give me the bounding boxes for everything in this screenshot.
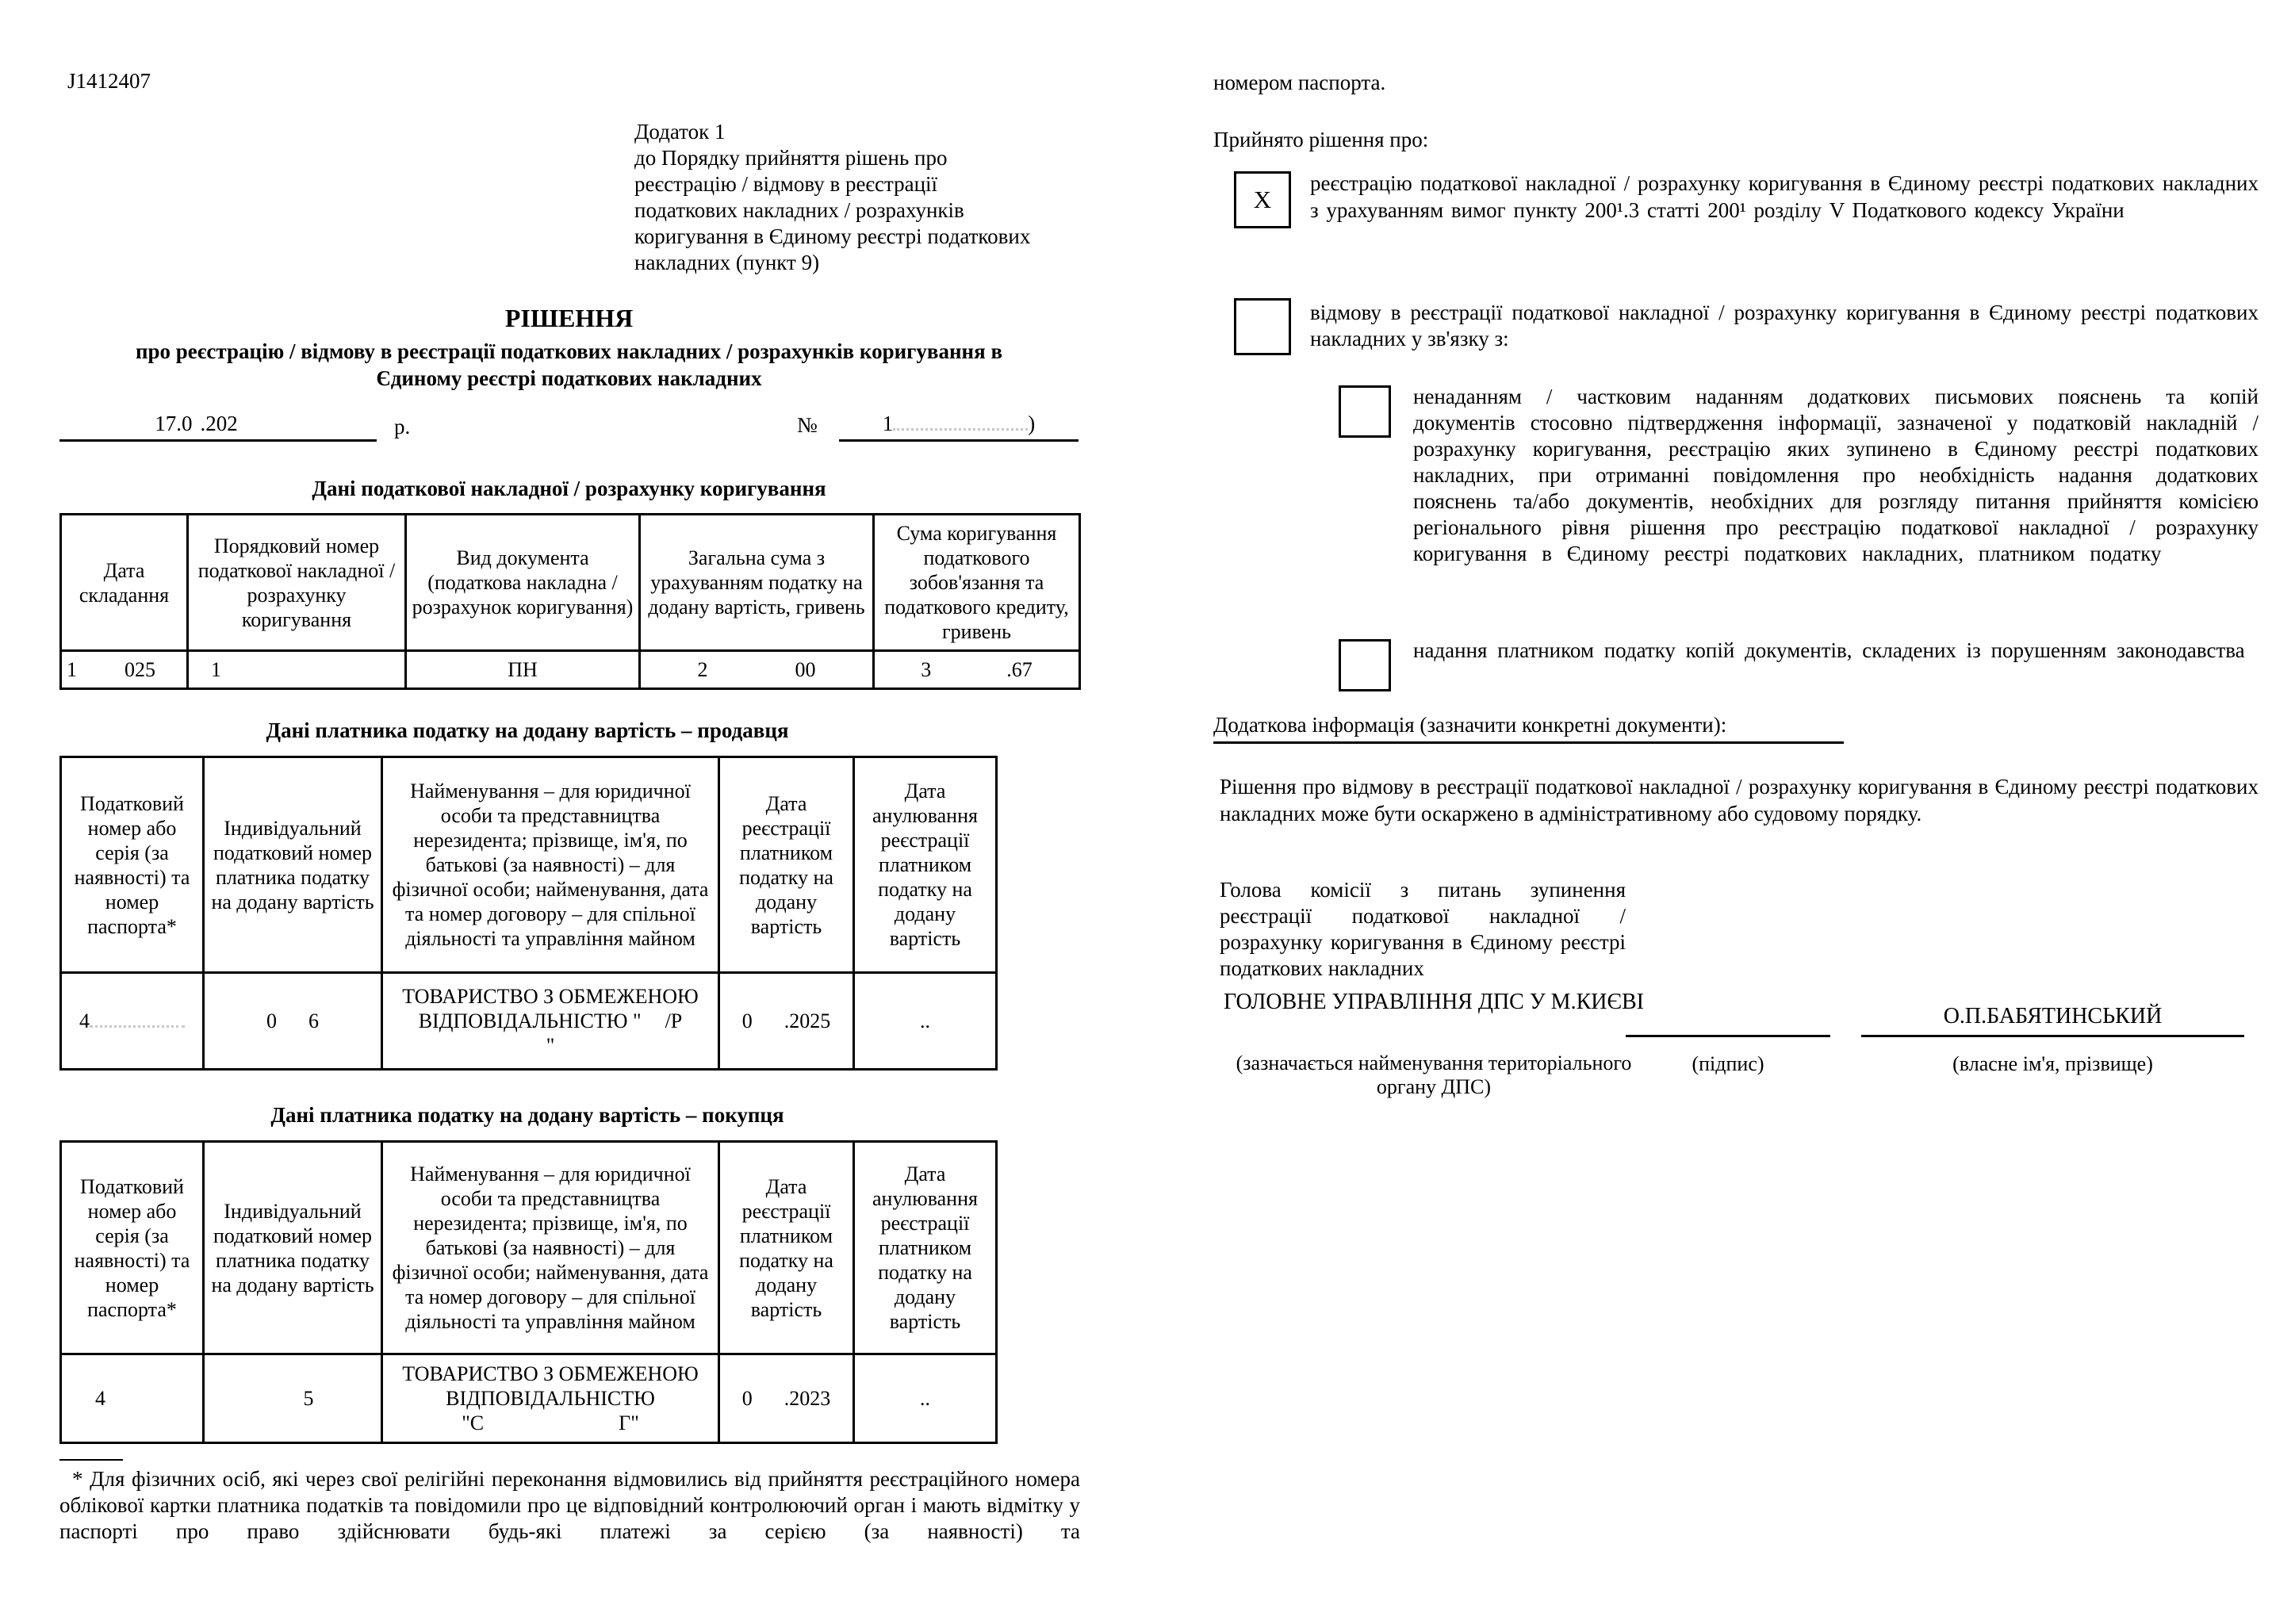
additional-info-label: Додаткова інформація (зазначити конкретні документи): <box>1213 713 1727 737</box>
invoice-adjustment-start: 3 <box>921 658 932 681</box>
redacted-area <box>238 412 282 431</box>
document-subtitle-line2: Єдиному реєстрі податкових накладних <box>376 366 762 390</box>
redacted-area <box>90 1009 185 1028</box>
seller-name-line1: ТОВАРИСТВО З ОБМЕЖЕНОЮ <box>402 985 699 1008</box>
authority-note: (зазначається найменування територіального органу ДПС) <box>1236 1051 1632 1098</box>
date-suffix: р. <box>394 415 411 439</box>
document-title: РІШЕННЯ <box>504 304 634 332</box>
seller-header-ipn: Індивідуальний податковий номер платника податку на додану вартість <box>204 757 382 973</box>
document-subtitle-line1: про реєстрацію / відмову в реєстрації податкових накладних / розрахунків коригування в <box>135 339 1003 363</box>
buyer-name-line1: ТОВАРИСТВО З ОБМЕЖЕНОЮ <box>402 1362 699 1385</box>
signature-label: (підпис) <box>1692 1052 1764 1075</box>
invoice-section-heading: Дані податкової накладної / розрахунку коригування <box>312 477 826 500</box>
invoice-adjustment-end: .67 <box>1006 658 1033 681</box>
invoice-header-serial: Порядковий номер податкової накладної / розрахунку коригування <box>188 515 406 651</box>
invoice-date-start: 1 <box>67 658 77 681</box>
buyer-cell-annuldate: .. <box>854 1354 997 1443</box>
seller-table-data-row <box>61 973 997 1070</box>
seller-cell-name <box>382 973 719 1070</box>
refusal-reason2-checkbox <box>1339 639 1391 691</box>
redacted-area <box>484 1411 619 1430</box>
number-sign: № <box>797 413 818 437</box>
seller-header-name: Найменування – для юридичної особи та представництва нерезидента; прізвище, ім'я, по батькові (за наявності) – для фізичної особи; найменування, дата та номер договору – для спільної діяльності та управління майном <box>382 757 719 973</box>
buyer-table <box>59 1140 998 1444</box>
buyer-table-header-row <box>61 1142 997 1354</box>
refusal-reason1-text: ненаданням / частковим наданням додаткових письмових пояснень та копій документів стосовно підтвердження інформації, зазначеної у податковій накладній / розрахунку коригування, реєстрацію яких зупинено в Єдиному реєстрі податкових накладних, при отриманні повідомлення про необхідність надання додаткових пояснень та/або документів, необхідних для розгляду питання прийняття комісією регіонального рівня рішення про реєстрацію податкової накладної / розрахунку коригування в Єдиному реєстрі податкових накладних, платником податку <box>1413 385 2259 565</box>
seller-section-heading: Дані платника податку на додану вартість – продавця <box>266 718 789 742</box>
seller-table <box>59 756 998 1071</box>
appendix-line: коригування в Єдиному реєстрі податкових <box>634 224 1031 248</box>
invoice-cell-total <box>640 651 874 689</box>
signer-name-line <box>1861 1005 2244 1037</box>
seller-ipn-start: 0 <box>266 1009 277 1032</box>
seller-header-taxnumber: Податковий номер або серія (за наявності) та номер паспорта* <box>61 757 204 973</box>
redacted-area <box>193 412 201 431</box>
buyer-cell-taxnumber <box>61 1354 204 1443</box>
seller-header-regdate: Дата реєстрації платником податку на додану вартість <box>719 757 854 973</box>
redacted-area <box>753 1009 784 1028</box>
buyer-cell-name <box>382 1354 719 1443</box>
invoice-total-start: 2 <box>697 658 708 681</box>
footnote-text: * Для фізичних осіб, які через свої релігійні переконання відмовились від прийняття реєстраційного номера облікової картки платника податків та повідомили про це відповідний контролюючий орган і мають відмітку у паспорті про право здійснювати будь-які платежі за серією (за наявності) та <box>59 1467 1080 1543</box>
buyer-section-heading: Дані платника податку на додану вартість – покупця <box>270 1103 784 1127</box>
invoice-table <box>59 513 1081 690</box>
signer-name: О.П.БАБЯТИНСЬКИЙ <box>1943 1004 2163 1028</box>
invoice-cell-doctype: ПН <box>406 651 640 689</box>
seller-regdate-start: 0 <box>741 1009 753 1032</box>
decision-number-start: 1 <box>882 412 894 435</box>
passport-continuation-text: номером паспорта. <box>1213 71 1386 94</box>
registration-option-text: реєстрацію податкової накладної / розрахунку коригування в Єдиному реєстрі податкових накладних з урахуванням вимог пункту 200¹.3 статті 200¹ розділу V Податкового кодексу України <box>1310 171 2259 222</box>
appendix-line: Додаток 1 <box>634 120 726 144</box>
appendix-line: податкових накладних / розрахунків <box>634 198 964 222</box>
registration-checkbox <box>1234 171 1291 228</box>
seller-name-line2-start: ВІДПОВІДАЛЬНІСТЮ " <box>418 1009 642 1032</box>
authority-name: ГОЛОВНЕ УПРАВЛІННЯ ДПС У М.КИЄВІ <box>1224 990 1644 1014</box>
buyer-cell-ipn <box>204 1354 382 1443</box>
decision-date-start: 17.0 <box>155 412 193 435</box>
buyer-header-regdate: Дата реєстрації платником податку на додану вартість <box>719 1142 854 1354</box>
invoice-date-end: 025 <box>125 658 155 681</box>
buyer-name-line2: ВІДПОВІДАЛЬНІСТЮ <box>446 1387 655 1410</box>
redacted-area <box>753 1387 784 1405</box>
redacted-area <box>708 658 795 676</box>
decision-number-field <box>839 411 1079 442</box>
signer-name-label: (власне ім'я, прізвище) <box>1952 1052 2153 1075</box>
appendix-reference <box>634 119 1094 276</box>
refusal-reason1-checkbox <box>1339 385 1391 438</box>
redacted-area <box>642 1009 665 1028</box>
document-code: J1412407 <box>67 69 151 93</box>
buyer-name-line3 <box>388 1411 713 1435</box>
redacted-area <box>272 1387 304 1405</box>
refusal-checkbox <box>1234 298 1291 355</box>
buyer-header-ipn: Індивідуальний податковий номер платника податку на додану вартість <box>204 1142 382 1354</box>
invoice-header-date: Дата складання <box>61 515 188 651</box>
buyer-regdate-start: 0 <box>741 1387 753 1410</box>
seller-ipn-end: 6 <box>308 1009 319 1032</box>
invoice-header-total: Загальна сума з урахуванням податку на додану вартість, гривень <box>640 515 874 651</box>
buyer-ipn-end: 5 <box>303 1387 314 1410</box>
buyer-name-line3-start: "С <box>462 1411 485 1434</box>
buyer-header-taxnumber: Податковий номер або серія (за наявності) та номер паспорта* <box>61 1142 204 1354</box>
buyer-name-line3-end: Г" <box>619 1411 639 1434</box>
invoice-header-adjustment: Сума коригування податкового зобов'язання та податкового кредиту, гривень <box>874 515 1080 651</box>
decision-date-end: .202 <box>200 412 238 435</box>
appendix-line: накладних (пункт 9) <box>634 251 820 274</box>
footnote-separator <box>59 1459 123 1461</box>
refusal-option-text: відмову в реєстрації податкової накладної / розрахунку коригування в Єдиному реєстрі податкових накладних у зв'язку з: <box>1310 301 2259 350</box>
signature-line <box>1626 1005 1830 1037</box>
invoice-cell-serial: 1 <box>188 651 406 689</box>
seller-table-header-row <box>61 757 997 973</box>
refusal-reason2-text: надання платником податку копій документів, складених із порушенням законодавства <box>1413 638 2245 662</box>
seller-cell-ipn <box>204 973 382 1070</box>
signer-position-title: Голова комісії з питань зупинення реєстрації податкової накладної / розрахунку коригування в Єдиному реєстрі податкових накладних <box>1220 878 1626 980</box>
invoice-cell-date <box>61 651 188 689</box>
seller-cell-taxnumber <box>61 973 204 1070</box>
appeal-note-text: Рішення про відмову в реєстрації податкової накладної / розрахунку коригування в Єдиному реєстрі податкових накладних може бути оскаржено в адміністративному або судовому порядку. <box>1220 775 2259 825</box>
seller-name-line2 <box>388 1009 713 1033</box>
invoice-table-data-row <box>61 651 1080 689</box>
invoice-header-doctype: Вид документа (податкова накладна / розрахунок коригування) <box>406 515 640 651</box>
invoice-table-header-row <box>61 515 1080 651</box>
appendix-line: реєстрацію / відмову в реєстрації <box>634 172 938 196</box>
redacted-area <box>277 1009 308 1028</box>
appendix-line: до Порядку прийняття рішень про <box>634 146 948 170</box>
decision-date-field <box>59 411 377 442</box>
seller-cell-regdate <box>719 973 854 1070</box>
buyer-header-name: Найменування – для юридичної особи та представництва нерезидента; прізвище, ім'я, по батькові (за наявності) – для фізичної особи; найменування, дата та номер договору – для спільної діяльності та управління майном <box>382 1142 719 1354</box>
decision-number-end: ) <box>1028 412 1036 435</box>
seller-header-annuldate: Дата анулювання реєстрації платником податку на додану вартість <box>854 757 997 973</box>
buyer-cell-regdate <box>719 1354 854 1443</box>
seller-cell-annuldate: .. <box>854 973 997 1070</box>
seller-regdate-end: .2025 <box>784 1009 831 1032</box>
buyer-taxnumber-fragment: 4 <box>95 1387 105 1410</box>
buyer-table-data-row <box>61 1354 997 1443</box>
decision-intro-text: Прийнято рішення про: <box>1213 128 1429 151</box>
seller-name-line2-end: /Р <box>665 1009 683 1032</box>
redacted-area <box>893 412 1028 431</box>
invoice-cell-adjustment <box>874 651 1080 689</box>
seller-taxnumber-fragment: 4 <box>79 1009 90 1032</box>
seller-name-line3: " <box>546 1034 555 1057</box>
redacted-area <box>77 658 125 676</box>
redacted-area <box>931 658 1006 676</box>
registration-checkbox-mark: X <box>1253 186 1272 213</box>
buyer-header-annuldate: Дата анулювання реєстрації платником податку на додану вартість <box>854 1142 997 1354</box>
redacted-area <box>105 1387 169 1405</box>
buyer-regdate-end: .2023 <box>784 1387 831 1410</box>
invoice-total-end: 00 <box>795 658 816 681</box>
